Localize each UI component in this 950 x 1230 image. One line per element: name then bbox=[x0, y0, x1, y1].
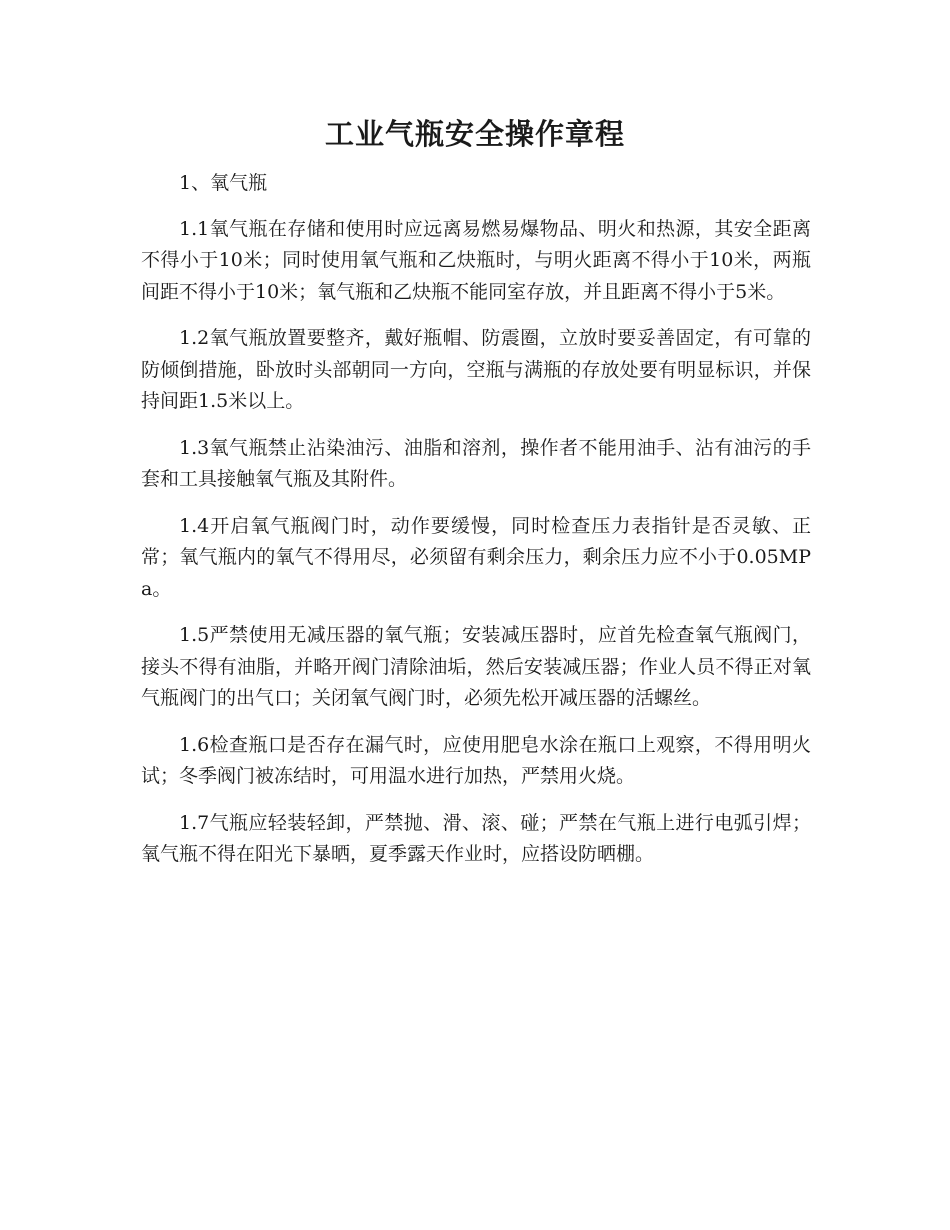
paragraph: 1.3氧气瓶禁止沾染油污、油脂和溶剂，操作者不能用油手、沾有油污的手套和工具接触氧气瓶及其附件。 bbox=[141, 436, 811, 490]
paragraph: 1.7气瓶应轻装轻卸，严禁抛、滑、滚、碰；严禁在气瓶上进行电弧引焊；氧气瓶不得在阳光下暴晒，夏季露天作业时，应搭设防晒棚。 bbox=[141, 811, 811, 865]
document-body bbox=[141, 168, 811, 886]
document-title: 工业气瓶安全操作章程 bbox=[324, 117, 625, 151]
section-heading: 1、氧气瓶 bbox=[179, 172, 268, 194]
paragraph: 1.2氧气瓶放置要整齐，戴好瓶帽、防震圈，立放时要妥善固定，有可靠的防倾倒措施，卧放时头部朝同一方向，空瓶与满瓶的存放处要有明显标识，并保持间距1.5米以上。 bbox=[141, 327, 811, 412]
paragraph: 1.6检查瓶口是否存在漏气时，应使用肥皂水涂在瓶口上观察，不得用明火试；冬季阀门被冻结时，可用温水进行加热，严禁用火烧。 bbox=[141, 733, 811, 787]
paragraph: 1.5严禁使用无减压器的氧气瓶；安装减压器时，应首先检查氧气瓶阀门，接头不得有油脂，并略开阀门清除油垢，然后安装减压器；作业人员不得正对氧气瓶阀门的出气口；关闭氧气阀门时，必须先松开减压器的活螺丝。 bbox=[141, 624, 811, 709]
paragraph: 1.1氧气瓶在存储和使用时应远离易燃易爆物品、明火和热源，其安全距离不得小于10米；同时使用氧气瓶和乙炔瓶时，与明火距离不得小于10米，两瓶间距不得小于10米；氧气瓶和乙炔瓶不能同室存放，并且距离不得小于5米。 bbox=[141, 217, 811, 303]
paragraph: 1.4开启氧气瓶阀门时，动作要缓慢，同时检查压力表指针是否灵敏、正常；氧气瓶内的氧气不得用尽，必须留有剩余压力，剩余压力应不小于0.05MPa。 bbox=[141, 514, 811, 600]
